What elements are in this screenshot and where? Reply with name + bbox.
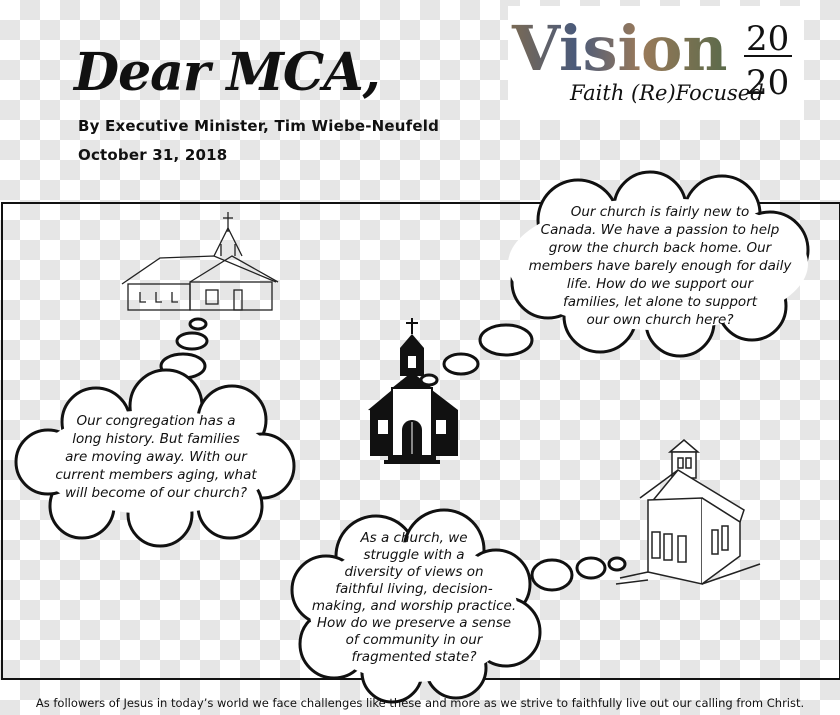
old-church-sketch-icon [122, 212, 278, 310]
bubble-line: families, let alone to support [562, 294, 758, 310]
bubble-line: long history. But families [72, 431, 240, 447]
bubble-text-top-right [520, 203, 800, 329]
author-line: By Executive Minister, Tim Wiebe-Neufeld [78, 117, 440, 135]
bubble-line: current members aging, what [55, 467, 257, 483]
bubble-line: will become of our church? [64, 485, 248, 501]
bubble-line: struggle with a [363, 547, 465, 563]
logo-year-top: 20 [746, 19, 790, 59]
bubble-text-bottom [296, 530, 532, 666]
bubble-line: of community in our [345, 632, 483, 648]
footer-caption: As followers of Jesus in today’s world we face challenges like these and more as we strive to faithfully live out our calling from Christ. [35, 696, 805, 710]
church-icon [368, 318, 458, 464]
bubble-line: fragmented state? [351, 649, 477, 665]
bubble-line: our own church here? [586, 312, 734, 328]
logo-tagline: Faith (Re)Focused [570, 81, 764, 105]
bubble-line: members have barely enough for daily [528, 258, 792, 274]
bubble-line: are moving away. With our [65, 449, 247, 465]
schoolhouse-church-sketch-icon [616, 440, 760, 584]
logo-year-bottom: 20 [746, 63, 790, 103]
bubble-text-left [30, 412, 282, 502]
bubble-line: grow the church back home. Our [548, 240, 772, 256]
bubble-line: making, and worship practice. [311, 598, 517, 614]
bubble-line: life. How do we support our [566, 276, 754, 292]
bubble-line: Our church is fairly new to [570, 204, 750, 220]
bubble-line: Our congregation has a [76, 413, 236, 429]
bubble-line: As a church, we [360, 530, 468, 546]
bubble-line: Canada. We have a passion to help [540, 222, 780, 238]
bubble-line: How do we preserve a sense [316, 615, 512, 631]
logo-vision-word: Vision [512, 12, 728, 85]
bubble-line: faithful living, decision- [335, 581, 493, 597]
date-line: October 31, 2018 [78, 146, 228, 164]
bubble-line: diversity of views on [344, 564, 484, 580]
letter-title: Dear MCA, [74, 42, 380, 103]
